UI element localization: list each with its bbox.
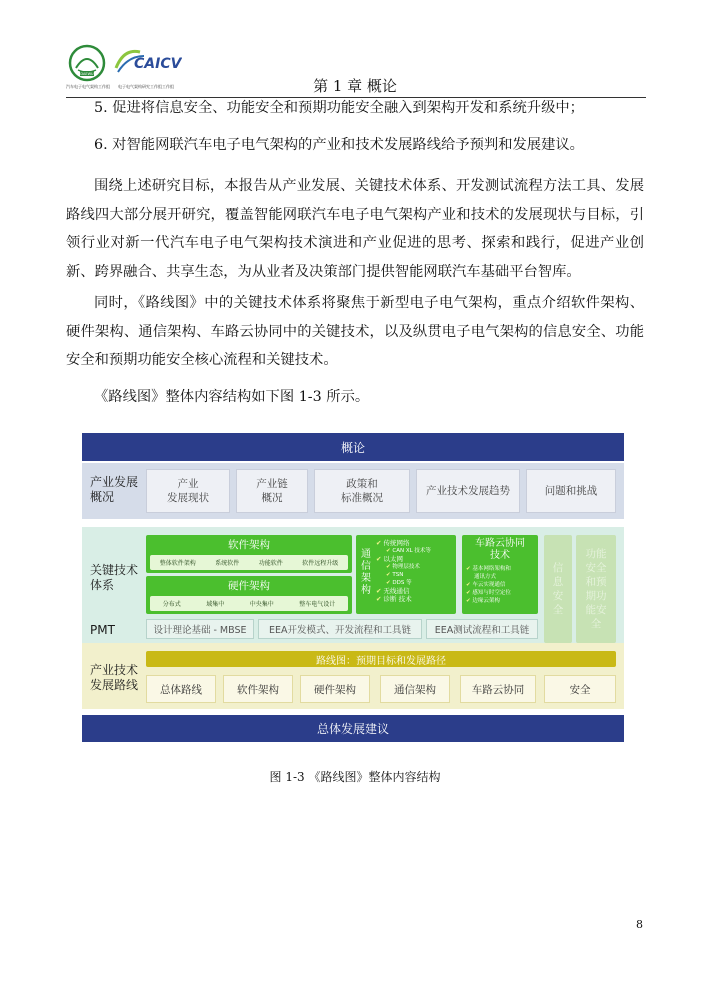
industry-box-policy: 政策和 标准概况 [314, 469, 410, 513]
list-item: ✔ 边缘云架构 [466, 598, 500, 604]
roadmap-structure-diagram [82, 433, 624, 743]
pmt-box-test-process: EEA测试流程和工具链 [426, 619, 538, 639]
hardware-arch-title: 硬件架构 [228, 580, 270, 592]
roadmap-box-comm: 通信架构 [380, 675, 450, 703]
software-arch-block [146, 535, 352, 573]
logo-left-caption: 汽车电子电气架构工作组 [66, 84, 110, 89]
list-item-5: 5. 促进将信息安全、功能安全和预期功能安全融入到架构开发和系统升级中； [94, 100, 584, 116]
roadmap-goal-bar: 路线图：预期目标和发展路径 [146, 651, 616, 667]
industry-box-chain: 产业链 概况 [236, 469, 308, 513]
software-item: 软件远程升级 [302, 560, 339, 567]
list-item: ✔ 诊断 技术 [376, 595, 412, 603]
industry-box-status: 产业 发展现状 [146, 469, 230, 513]
overview-bar: 概论 [82, 433, 624, 461]
software-item: 功能软件 [258, 560, 283, 567]
hardware-item: 域集中 [206, 601, 225, 608]
caicv-logo-text: CAICV [134, 56, 182, 72]
v2x-block [462, 535, 538, 614]
comm-arch-block [356, 535, 456, 614]
software-arch-items [150, 555, 348, 570]
recommendation-bar: 总体发展建议 [82, 715, 624, 742]
list-item: ✔ 基本网络架构和 [466, 566, 511, 572]
comm-arch-title: 通 信 架 构 [361, 549, 371, 596]
hardware-arch-items [150, 596, 348, 611]
pmt-box-mbse: 设计理论基础 - MBSE [146, 619, 254, 639]
list-item: ✔ 传统网络 [376, 539, 410, 547]
v2x-title: 车路云协同 技术 [475, 538, 525, 561]
list-item: ✔ DDS 等 [386, 580, 412, 586]
software-item: 整体软件架构 [159, 560, 196, 567]
software-arch-title: 软件架构 [228, 539, 270, 551]
list-item: ✔ TSN [386, 572, 404, 578]
industry-box-challenges: 问题和挑战 [526, 469, 616, 513]
paragraph-figure-intro: 《路线图》整体内容结构如下图 1-3 所示。 [94, 389, 370, 405]
roadmap-box-v2x: 车路云协同 [460, 675, 536, 703]
software-item: 系统软件 [215, 560, 240, 567]
list-item: ✔ CAN XL 技术等 [386, 548, 431, 554]
pmt-label: PMT [90, 623, 115, 637]
caicv-logo [114, 46, 182, 76]
paragraph-research-scope: 围绕上述研究目标，本报告从产业发展、关键技术体系、开发测试流程方法工具、发展路线四大部分展开研究，覆盖智能网联汽车电子电气架构产业和技术的发展现状与目标，引领行业对新一代汽车电子电气架构技术演进和产业促进的思考、探索和践行，促进产业创新、跨界融合、共享生态，为从业者及决策部门提供智能网联汽车基础平台智库。 [66, 178, 644, 280]
pmt-box-dev-process: EEA开发模式、开发流程和工具链 [258, 619, 422, 639]
roadmap-box-security: 安全 [544, 675, 616, 703]
logo-right-caption: 电子电气架构研究工作组工作组 [118, 84, 174, 89]
info-security-block: 信 息 安 全 [544, 535, 572, 643]
hardware-arch-block [146, 576, 352, 614]
roadmap-box-overall: 总体路线 [146, 675, 216, 703]
comm-arch-list [376, 539, 431, 603]
list-item: ✔ 物理层技术 [386, 564, 420, 570]
key-tech-label: 关键技术 体系 [90, 563, 139, 592]
hardware-item: 分布式 [162, 601, 181, 608]
figure-caption: 图 1-3 《路线图》整体内容结构 [269, 770, 441, 784]
hardware-item: 中央集中 [249, 601, 274, 608]
logo-badge-text: DAEWU [80, 72, 94, 76]
industry-box-trend: 产业技术发展趋势 [416, 469, 520, 513]
roadmap-box-hardware: 硬件架构 [300, 675, 370, 703]
functional-safety-block: 功能 安全 和预 期功 能安 全 [576, 535, 616, 643]
paragraph-key-tech: 同时，《路线图》中的关键技术体系将聚焦于新型电子电气架构，重点介绍软件架构、硬件架构、通信架构、车路云协同中的关键技术，以及纵贯电子电气架构的信息安全、功能安全和预期功能安全核心流程和关键技术。 [66, 295, 644, 368]
list-item-6: 6. 对智能网联汽车电子电气架构的产业和技术发展路线给予预判和发展建议。 [94, 137, 584, 153]
hardware-item: 整车电气设计 [299, 601, 336, 608]
list-item: ✔ 感知与时空定位 [466, 590, 511, 596]
v2x-list [466, 565, 511, 605]
list-item: ✔ 以太网 [376, 555, 404, 563]
industry-label: 产业发展 概况 [90, 475, 139, 504]
roadmap-label: 产业技术 发展路线 [90, 663, 139, 692]
page-number: 8 [636, 918, 643, 931]
chapter-title: 第 1 章 概论 [313, 77, 397, 95]
list-item: ✔ 无线通信 [376, 587, 410, 595]
list-item: ✔ 车云实现通信 [466, 582, 506, 588]
roadmap-box-software: 软件架构 [223, 675, 293, 703]
list-item: 通讯方式 [474, 574, 497, 580]
